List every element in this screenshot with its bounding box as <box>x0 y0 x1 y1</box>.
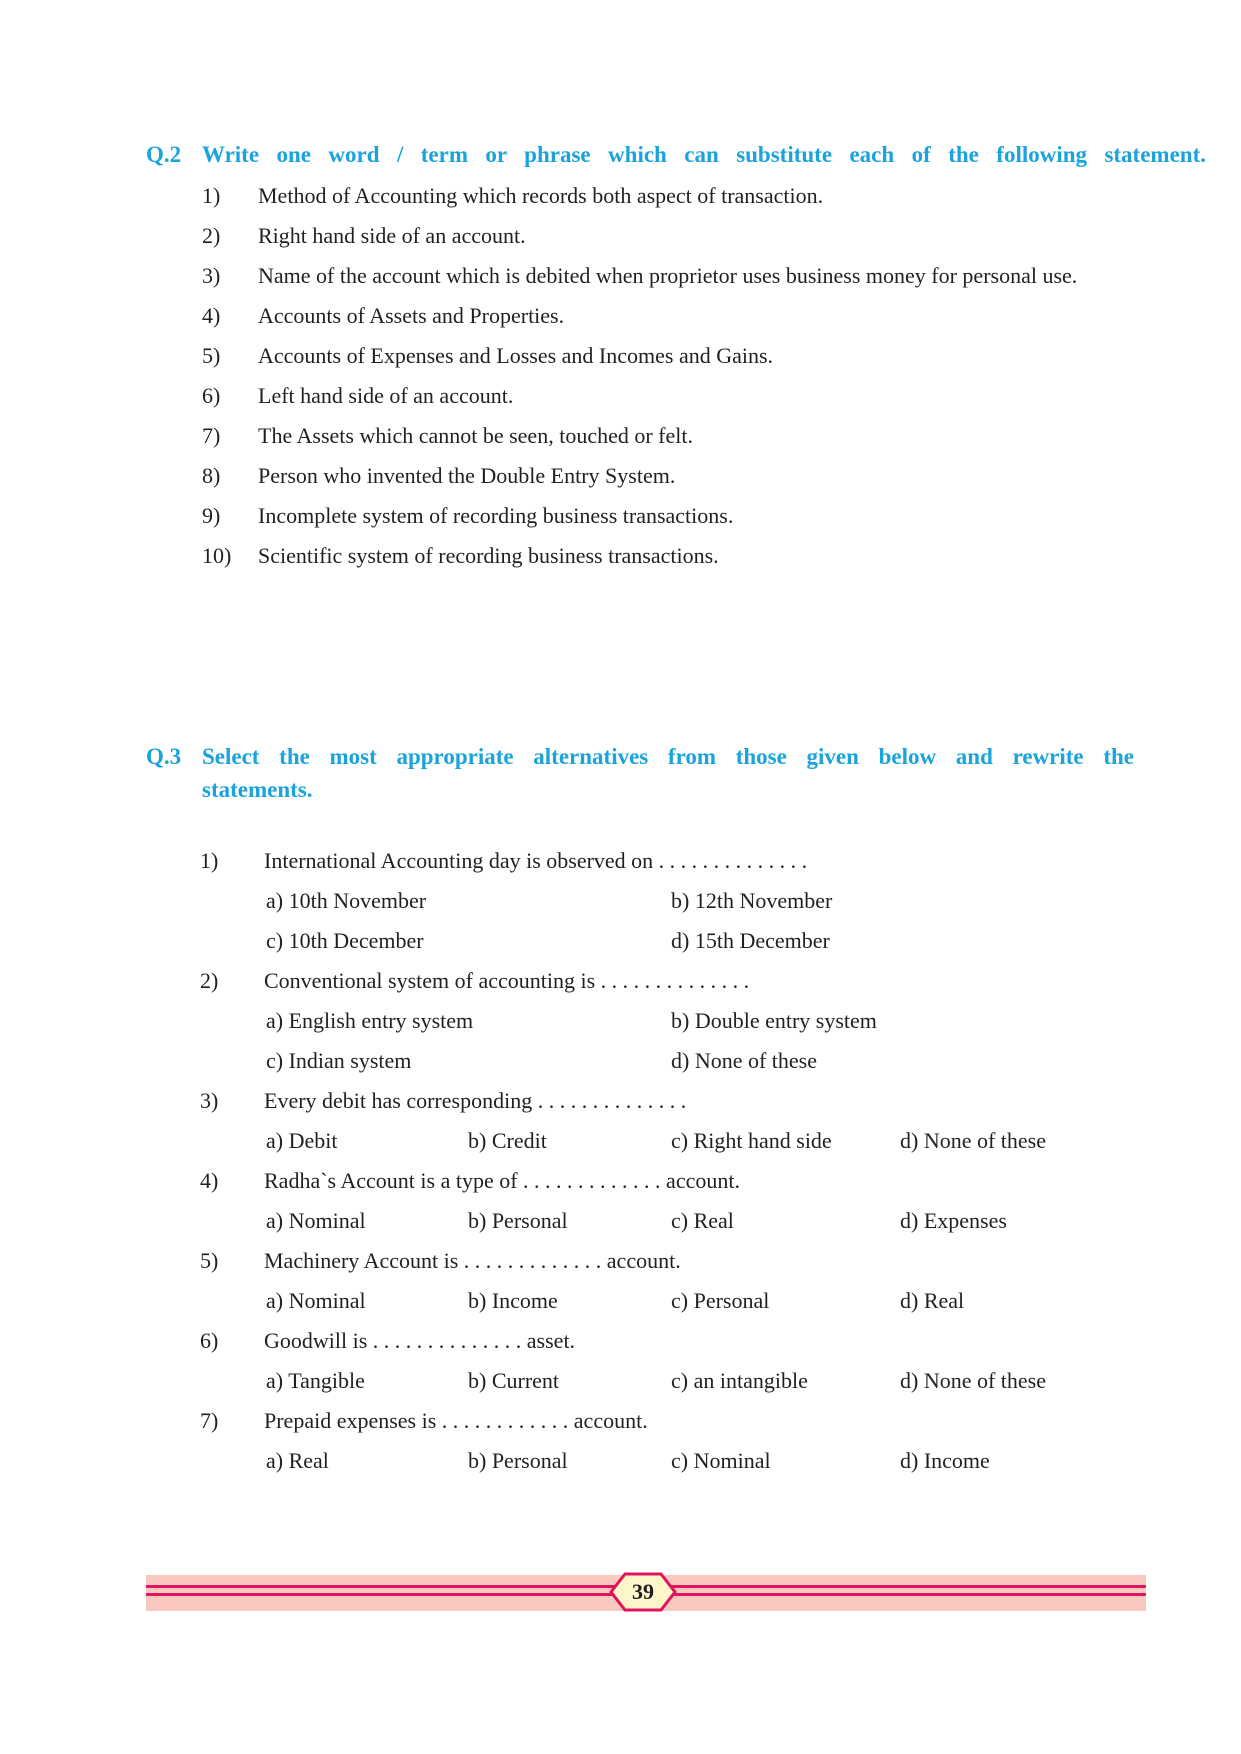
option-b: b) Credit <box>468 1128 547 1153</box>
option-a: a) Debit <box>266 1128 338 1153</box>
mcq-number: 3) <box>200 1088 219 1113</box>
mcq-question: Radha`s Account is a type of . . . . . . . . . . . . . account. <box>264 1168 740 1193</box>
item-text: The Assets which cannot be seen, touched or felt. <box>258 423 693 448</box>
list-item <box>202 420 1202 452</box>
option-b: b) 12th November <box>671 888 833 913</box>
item-text: Scientific system of recording business transactions. <box>258 543 719 568</box>
mcq-number: 5) <box>200 1248 219 1273</box>
mcq-question: Goodwill is . . . . . . . . . . . . . . asset. <box>264 1328 576 1353</box>
q2-number: Q.2 <box>146 142 182 167</box>
item-number: 3) <box>202 263 221 288</box>
item-text: Method of Accounting which records both aspect of transaction. <box>258 183 824 208</box>
mcq-item <box>200 1085 1200 1165</box>
option-d: d) Income <box>900 1448 990 1473</box>
item-number: 9) <box>202 503 221 528</box>
q3-number: Q.3 <box>146 744 182 769</box>
item-number: 7) <box>202 423 221 448</box>
item-number: 4) <box>202 303 221 328</box>
list-item <box>202 500 1202 532</box>
option-b: b) Double entry system <box>671 1008 877 1033</box>
q2-title: Write one word / term or phrase which can substitute each of the following statement. <box>202 142 1206 167</box>
mcq-number: 2) <box>200 968 219 993</box>
page-footer <box>146 1575 1146 1611</box>
mcq-question: Every debit has corresponding . . . . . . . . . . . . . . <box>264 1088 687 1113</box>
item-number: 10) <box>202 543 232 568</box>
item-text: Accounts of Expenses and Losses and Incomes and Gains. <box>258 343 774 368</box>
mcq-question: Conventional system of accounting is . . . . . . . . . . . . . . <box>264 968 750 993</box>
q3-title-line-1: Select the most appropriate alternatives from those given below and rewrite the <box>202 744 1134 769</box>
mcq-item <box>200 1325 1200 1405</box>
q2-list <box>202 180 1202 580</box>
option-c: c) Right hand side <box>671 1128 832 1153</box>
option-d: d) 15th December <box>671 928 830 953</box>
list-item <box>202 180 1202 212</box>
list-item <box>202 380 1202 412</box>
mcq-item <box>200 1405 1200 1485</box>
option-c: c) Personal <box>671 1288 770 1313</box>
option-c: c) Nominal <box>671 1448 771 1473</box>
mcq-item <box>200 1165 1200 1245</box>
page-number-badge <box>609 1572 677 1612</box>
option-b: b) Current <box>468 1368 560 1393</box>
option-a: a) Tangible <box>266 1368 365 1393</box>
q3-title <box>202 740 1206 806</box>
item-text: Accounts of Assets and Properties. <box>258 303 565 328</box>
item-text: Person who invented the Double Entry System. <box>258 463 676 488</box>
option-c: c) Real <box>671 1208 734 1233</box>
option-c: c) an intangible <box>671 1368 808 1393</box>
option-d: d) None of these <box>900 1368 1047 1393</box>
q3-list <box>200 845 1200 1485</box>
item-text: Right hand side of an account. <box>258 223 526 248</box>
option-b: b) Personal <box>468 1448 568 1473</box>
mcq-question: Machinery Account is . . . . . . . . . . . . . account. <box>264 1248 681 1273</box>
option-d: d) Expenses <box>900 1208 1007 1233</box>
option-d: d) None of these <box>900 1128 1047 1153</box>
option-c: c) 10th December <box>266 928 424 953</box>
q3-title-line-2: statements. <box>202 777 313 802</box>
list-item <box>202 460 1202 492</box>
option-b: b) Income <box>468 1288 558 1313</box>
list-item <box>202 260 1202 292</box>
page-number: 39 <box>632 1579 654 1604</box>
option-d: d) None of these <box>671 1048 818 1073</box>
list-item <box>202 220 1202 252</box>
option-a: a) Real <box>266 1448 329 1473</box>
list-item <box>202 540 1202 572</box>
item-number: 2) <box>202 223 221 248</box>
option-c: c) Indian system <box>266 1048 412 1073</box>
mcq-question: International Accounting day is observed on . . . . . . . . . . . . . . <box>264 848 808 873</box>
mcq-item <box>200 965 1200 1085</box>
option-d: d) Real <box>900 1288 965 1313</box>
option-b: b) Personal <box>468 1208 568 1233</box>
item-number: 6) <box>202 383 221 408</box>
option-a: a) Nominal <box>266 1208 366 1233</box>
item-text: Left hand side of an account. <box>258 383 514 408</box>
mcq-question: Prepaid expenses is . . . . . . . . . . . . account. <box>264 1408 648 1433</box>
item-number: 1) <box>202 183 221 208</box>
item-number: 8) <box>202 463 221 488</box>
mcq-number: 1) <box>200 848 219 873</box>
option-a: a) English entry system <box>266 1008 474 1033</box>
mcq-number: 6) <box>200 1328 219 1353</box>
mcq-number: 4) <box>200 1168 219 1193</box>
list-item <box>202 340 1202 372</box>
option-a: a) Nominal <box>266 1288 366 1313</box>
option-a: a) 10th November <box>266 888 427 913</box>
item-text: Incomplete system of recording business transactions. <box>258 503 734 528</box>
mcq-item <box>200 845 1200 965</box>
item-number: 5) <box>202 343 221 368</box>
mcq-number: 7) <box>200 1408 219 1433</box>
item-text: Name of the account which is debited when proprietor uses business money for personal use. <box>258 263 1078 288</box>
list-item <box>202 300 1202 332</box>
mcq-item <box>200 1245 1200 1325</box>
